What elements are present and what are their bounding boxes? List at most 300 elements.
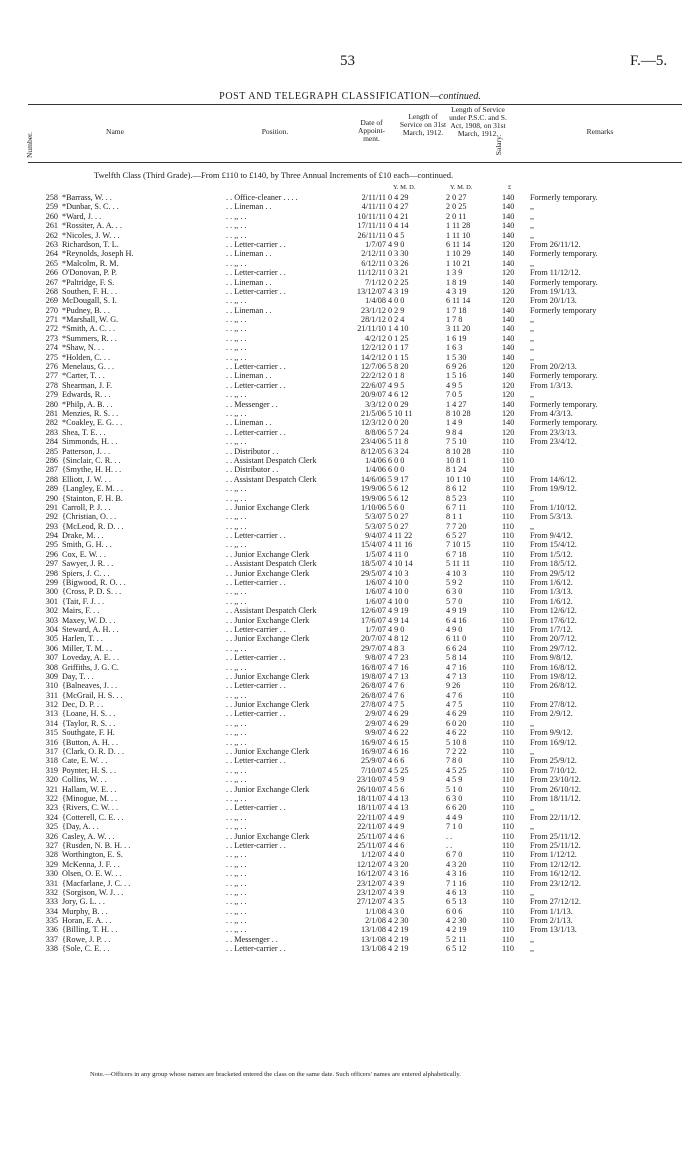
row-length-service: 4 3 9	[388, 878, 405, 888]
row-date: 23/1/12	[360, 305, 386, 315]
table-row	[0, 437, 700, 446]
row-length-act: . .	[446, 840, 453, 850]
row-remarks: From 23/3/13.	[530, 427, 577, 437]
row-position: . . ,, . .	[226, 737, 247, 747]
row-name: *Ward, J. . .	[62, 211, 102, 221]
table-row	[0, 587, 700, 596]
row-date: 17/11/11	[357, 221, 386, 231]
table-row	[0, 475, 700, 484]
row-length-act: 8 5 23	[446, 493, 467, 503]
table-row	[0, 841, 700, 850]
row-name: Smith, G. H. . .	[62, 540, 112, 550]
row-length-service: 5 9 17	[388, 474, 409, 484]
row-number: 308	[45, 662, 58, 672]
row-length-service: 5 6 12	[388, 484, 409, 494]
row-position: . . Letter-carrier . .	[226, 427, 286, 437]
row-name: {Rusden, N. B. H. . .	[62, 840, 131, 850]
row-position: . . Distributor . .	[226, 465, 279, 475]
row-date: 27/8/07	[360, 700, 386, 710]
row-length-act: 5 2 11	[446, 934, 467, 944]
row-length-act: 1 4 9	[446, 418, 463, 428]
row-salary: 140	[502, 202, 515, 212]
row-remarks: From 1/6/12.	[530, 596, 573, 606]
row-number: 324	[45, 812, 58, 822]
row-salary: 110	[502, 671, 514, 681]
row-position: . . ,, . .	[226, 333, 247, 343]
row-length-service: 4 10 0	[388, 596, 409, 606]
row-length-act: 4 4 9	[446, 812, 463, 822]
row-name: {Button, A. H. . .	[62, 737, 119, 747]
row-name: Mairs, F. . .	[62, 606, 100, 616]
row-number: 333	[45, 897, 58, 907]
row-salary: 110	[502, 831, 514, 841]
row-remarks: From 27/8/12.	[530, 700, 577, 710]
row-length-act: 6 7 0	[446, 850, 463, 860]
row-date: 16/12/07	[356, 869, 386, 879]
row-length-act: 1 11 28	[446, 221, 471, 231]
row-remarks: From 16/9/12.	[530, 737, 577, 747]
row-number: 273	[45, 333, 58, 343]
table-row	[0, 231, 700, 240]
row-name: Miller, T. M. . .	[62, 643, 113, 653]
row-length-service: 4 9 5	[388, 380, 405, 390]
table-row	[0, 494, 700, 503]
row-length-service: 4 2 19	[388, 925, 409, 935]
row-length-service: 4 3 20	[388, 859, 409, 869]
row-position: . . ,, . .	[226, 897, 247, 907]
row-length-service: 6 0 0	[388, 465, 405, 475]
row-name: Elliott, J. W. . .	[62, 474, 111, 484]
row-remarks: ,,	[530, 944, 535, 954]
row-remarks: From 20/1/13.	[530, 296, 577, 306]
row-length-act: 4 5 25	[446, 765, 467, 775]
row-length-act: 6 11 14	[446, 239, 471, 249]
row-name: Cate, E. W. . .	[62, 756, 108, 766]
row-salary: 110	[502, 737, 514, 747]
row-position: . . ,, . .	[226, 728, 247, 738]
row-date: 9/9/07	[365, 728, 386, 738]
table-row	[0, 803, 700, 812]
row-date: 12/2/12	[360, 343, 386, 353]
row-date: 25/9/07	[360, 756, 386, 766]
row-date: 5/3/07	[365, 512, 386, 522]
row-length-act: 7 7 20	[446, 521, 467, 531]
title-main: POST AND TELEGRAPH CLASSIFICATION	[219, 91, 431, 102]
row-position: . . Lineman . .	[226, 202, 272, 212]
row-length-service: 5 0 27	[388, 512, 409, 522]
row-remarks: From 27/12/12.	[530, 897, 581, 907]
row-position: . . ,, . .	[226, 324, 247, 334]
row-position: . . Junior Exchange Clerk	[226, 549, 310, 559]
row-name: Southen, F. H. . .	[62, 286, 118, 296]
row-remarks: ,,	[530, 324, 535, 334]
row-position: . . ,, . .	[226, 878, 247, 888]
row-salary: 110	[502, 484, 514, 494]
table-row	[0, 287, 700, 296]
row-date: 2/9/07	[365, 709, 386, 719]
row-length-service: 6 3 24	[388, 446, 409, 456]
row-remarks: From 23/4/12.	[530, 437, 577, 447]
table-row	[0, 822, 700, 831]
row-number: 297	[45, 559, 58, 569]
row-remarks: From 18/11/12.	[530, 794, 581, 803]
table-row	[0, 484, 700, 493]
row-name: Casley, A. W. . .	[62, 831, 115, 841]
row-salary: 120	[502, 380, 515, 390]
row-name: Patterson, J. . .	[62, 446, 110, 456]
row-remarks: ,,	[530, 822, 535, 832]
row-position: . . Distributor . .	[226, 446, 279, 456]
table-row	[0, 343, 700, 352]
row-length-service: 5 0 27	[388, 521, 409, 531]
row-date: 19/9/06	[360, 493, 386, 503]
row-name: Horan, E. A. . .	[62, 916, 112, 926]
row-name: Hallam, W. E. . .	[62, 784, 117, 794]
row-length-service: 0 2 4	[388, 315, 405, 325]
row-number: 320	[45, 775, 58, 785]
header-name: Name	[106, 127, 124, 136]
row-length-service: 4 7 13	[388, 671, 409, 681]
row-date: 12/12/07	[356, 859, 386, 869]
row-length-service: 5 11 8	[388, 437, 409, 447]
row-number: 284	[45, 437, 58, 447]
row-name: O'Donovan, P. P.	[62, 268, 117, 278]
row-length-service: 5 6 12	[388, 493, 409, 503]
header-salary: Salary.	[494, 134, 503, 156]
row-date: 23/12/07	[356, 878, 386, 888]
row-position: . . Letter-carrier . .	[226, 681, 286, 691]
row-date: 14/2/12	[360, 352, 386, 362]
row-name: *Marshall, W. G.	[62, 315, 119, 325]
row-salary: 110	[502, 465, 514, 475]
row-date: 16/9/07	[360, 737, 386, 747]
row-name: Spiers, J. C. . .	[62, 568, 110, 578]
row-date: 13/1/08	[360, 925, 386, 935]
table-row	[0, 597, 700, 606]
row-length-act: 6 9 26	[446, 362, 467, 372]
row-date: 25/11/07	[357, 831, 386, 841]
row-date: 13/1/08	[360, 944, 386, 954]
row-name: {Loane, H. S. . .	[62, 709, 116, 719]
row-length-service: 5 8 20	[388, 362, 409, 372]
row-length-act: 6 3 0	[446, 794, 463, 803]
row-remarks: Formerly temporary.	[530, 371, 598, 381]
page-title	[0, 91, 700, 102]
row-number: 329	[45, 859, 58, 869]
table-row	[0, 512, 700, 521]
row-position: . . Junior Exchange Clerk	[226, 502, 310, 512]
row-salary: 110	[502, 643, 514, 653]
row-length-service: 4 9 19	[388, 606, 409, 616]
row-position: . . ,, . .	[226, 211, 247, 221]
row-name: *Smith, A. C. . .	[62, 324, 116, 334]
table-row	[0, 775, 700, 784]
row-length-act: 1 8 19	[446, 277, 467, 287]
row-length-act: 6 11 14	[446, 296, 471, 306]
row-salary: 110	[502, 624, 514, 634]
row-date: 4/11/11	[361, 202, 386, 212]
row-date: 16/8/07	[360, 662, 386, 672]
row-date: 3/3/12	[365, 399, 386, 409]
row-name: Drake, M. . .	[62, 531, 104, 541]
row-name: {Langley, E. M. . .	[62, 484, 123, 494]
row-position: . . ,, . .	[226, 822, 247, 832]
row-remarks: From 1/3/13.	[530, 380, 573, 390]
row-remarks: From 9/8/12.	[530, 653, 573, 663]
row-salary: 140	[502, 333, 515, 343]
row-length-act: 8 6 12	[446, 484, 467, 494]
row-length-act: 6 6 24	[446, 643, 467, 653]
row-length-act: 8 1 24	[446, 465, 467, 475]
row-length-service: 0 4 5	[388, 230, 405, 240]
row-salary: 110	[502, 653, 514, 663]
row-remarks: From 5/3/13.	[530, 512, 573, 522]
row-position: . . Assistant Despatch Clerk	[226, 455, 317, 465]
row-number: 312	[45, 700, 58, 710]
row-number: 305	[45, 634, 58, 644]
row-remarks: From 23/12/12.	[530, 878, 581, 888]
row-position: . . Junior Exchange Clerk	[226, 615, 310, 625]
row-position: . . ,, . .	[226, 390, 247, 400]
row-name: Shearman, J. F.	[62, 380, 113, 390]
row-number: 294	[45, 531, 58, 541]
row-position: . . ,, . .	[226, 493, 247, 503]
row-date: 22/11/07	[357, 822, 386, 832]
row-length-act: 6 6 20	[446, 803, 467, 813]
table-row	[0, 315, 700, 324]
row-position: . . ,, . .	[226, 521, 247, 531]
row-position: . . Messenger . .	[226, 934, 278, 944]
table-row	[0, 531, 700, 540]
row-position: . . ,, . .	[226, 512, 247, 522]
row-length-act: 6 11 0	[446, 634, 467, 644]
row-length-service: 5 7 24	[388, 427, 409, 437]
row-date: 2/11/11	[361, 193, 386, 202]
row-number: 259	[45, 202, 58, 212]
row-length-service: 4 10 3	[388, 568, 409, 578]
row-remarks: From 15/4/12.	[530, 540, 577, 550]
table-row	[0, 362, 700, 371]
row-salary: 110	[502, 916, 514, 926]
row-salary: 140	[502, 193, 515, 202]
row-length-act: 1 5 16	[446, 371, 467, 381]
row-name: {Sole, C. E. . .	[62, 944, 110, 954]
row-salary: 140	[502, 211, 515, 221]
row-date: 27/12/07	[356, 897, 386, 907]
row-position: . . ,, . .	[226, 662, 247, 672]
row-remarks: From 29/7/12.	[530, 643, 577, 653]
row-salary: 110	[502, 869, 514, 879]
row-length-service: 4 5 9	[388, 775, 405, 785]
row-position: . . Letter-carrier . .	[226, 380, 286, 390]
row-length-service: 4 6 16	[388, 747, 409, 757]
row-date: 4/2/12	[365, 333, 386, 343]
row-date: 1/12/07	[360, 850, 386, 860]
row-length-service: 0 4 29	[388, 193, 409, 202]
row-position: . . Letter-carrier . .	[226, 653, 286, 663]
row-length-service: 4 10 0	[388, 587, 409, 597]
row-length-service: 4 3 9	[388, 887, 405, 897]
row-name: {Cross, P. D. S. . .	[62, 587, 122, 597]
row-length-act: 2 0 25	[446, 202, 467, 212]
row-length-act: 7 1 0	[446, 822, 463, 832]
row-number: 288	[45, 474, 58, 484]
row-remarks: From 25/9/12.	[530, 756, 577, 766]
row-length-service: 0 1 15	[388, 352, 409, 362]
row-length-act: 4 7 16	[446, 662, 467, 672]
row-salary: 120	[502, 296, 515, 306]
table-row	[0, 794, 700, 803]
row-number: 269	[45, 296, 58, 306]
row-position: . . ,, . .	[226, 484, 247, 494]
header-length-under-act: Length of Service under P.S.C. and S. Act, 1908, on 31st March, 1912.	[449, 105, 507, 138]
row-date: 17/6/07	[360, 615, 386, 625]
row-remarks: ,,	[530, 803, 535, 813]
table-row	[0, 371, 700, 380]
row-length-service: 0 1 25	[388, 333, 409, 343]
row-number: 321	[45, 784, 58, 794]
row-number: 291	[45, 502, 58, 512]
row-number: 313	[45, 709, 58, 719]
row-name: Cox, E. W. . .	[62, 549, 106, 559]
page-number: 53	[340, 53, 355, 69]
footnote: Note.—Officers in any group whose names are bracketed entered the class on the same date. Such officers' names are entered alphabetically.	[90, 1071, 461, 1078]
row-position: . . Letter-carrier . .	[226, 239, 286, 249]
row-remarks: ,,	[530, 343, 535, 353]
row-remarks: Formerly temporary.	[530, 193, 598, 202]
row-position: . . Office-cleaner . . . .	[226, 193, 298, 202]
table-row	[0, 202, 700, 211]
row-date: 1/7/07	[365, 624, 386, 634]
row-date: 26/8/07	[360, 681, 386, 691]
row-position: . . Junior Exchange Clerk	[226, 634, 310, 644]
row-position: . . ,, . .	[226, 587, 247, 597]
row-date: 1/5/07	[365, 549, 386, 559]
row-length-act: 6 5 13	[446, 897, 467, 907]
row-remarks: ,,	[530, 333, 535, 343]
row-salary: 110	[502, 906, 514, 916]
row-salary: 120	[502, 268, 515, 278]
row-remarks: From 18/5/12.	[530, 559, 577, 569]
row-salary: 110	[502, 474, 514, 484]
row-name: {Taylor, R. S. . .	[62, 718, 116, 728]
row-number: 274	[45, 343, 58, 353]
row-salary: 140	[502, 418, 515, 428]
row-date: 23/4/06	[360, 437, 386, 447]
row-position: . . ,, . .	[226, 906, 247, 916]
row-salary: 140	[502, 230, 515, 240]
row-position: . . ,, . .	[226, 916, 247, 926]
row-number: 303	[45, 615, 58, 625]
row-position: . . ,, . .	[226, 794, 247, 803]
row-number: 283	[45, 427, 58, 437]
row-date: 1/4/06	[365, 455, 386, 465]
row-number: 265	[45, 258, 58, 268]
table-row	[0, 212, 700, 221]
row-position: . . Junior Exchange Clerk	[226, 784, 310, 794]
table-row	[0, 785, 700, 794]
table-row	[0, 888, 700, 897]
row-length-service: 4 4 13	[388, 803, 409, 813]
table-row	[0, 240, 700, 249]
row-number: 307	[45, 653, 58, 663]
row-length-service: 4 4 9	[388, 812, 405, 822]
row-length-service: 0 0 29	[388, 399, 409, 409]
row-remarks: From 22/11/12.	[530, 812, 581, 822]
row-position: . . Junior Exchange Clerk	[226, 700, 310, 710]
row-remarks: ,,	[530, 493, 535, 503]
row-salary: 110	[502, 840, 514, 850]
row-date: 1/6/07	[365, 578, 386, 588]
row-salary: 140	[502, 315, 515, 325]
row-name: McKenna, J. F. . .	[62, 859, 120, 869]
table-row	[0, 634, 700, 643]
table-row	[0, 409, 700, 418]
row-name: *Shaw, N. . .	[62, 343, 104, 353]
row-number: 304	[45, 624, 58, 634]
units-salary: £	[508, 184, 512, 191]
row-date: 9/8/07	[365, 653, 386, 663]
table-row	[0, 428, 700, 437]
header-top-rule	[28, 104, 682, 105]
row-position: . . ,, . .	[226, 296, 247, 306]
row-length-service: 0 1 17	[388, 343, 409, 353]
row-remarks: From 1/6/12.	[530, 578, 573, 588]
row-position: . . Letter-carrier . .	[226, 840, 286, 850]
row-position: . . ,, . .	[226, 315, 247, 325]
header-position: Position.	[261, 127, 289, 136]
row-length-service: 4 3 16	[388, 869, 409, 879]
row-length-act: 4 6 29	[446, 709, 467, 719]
table-row	[0, 193, 700, 202]
row-date: 6/12/11	[361, 258, 386, 268]
row-remarks: From 2/9/12.	[530, 709, 573, 719]
row-name: Harlen, T. . .	[62, 634, 103, 644]
row-remarks: From 13/1/13.	[530, 925, 577, 935]
table-row	[0, 728, 700, 737]
row-length-act: 8 10 28	[446, 408, 471, 418]
row-name: {McGrail, H. S. . .	[62, 690, 123, 700]
row-remarks: From 1/12/12.	[530, 850, 577, 860]
row-length-act: 5 1 0	[446, 784, 463, 794]
table-row	[0, 879, 700, 888]
table-row	[0, 925, 700, 934]
row-length-act: 1 7 18	[446, 305, 467, 315]
row-name: {Stainton, F. H. B.	[62, 493, 123, 503]
row-position: . . ,, . .	[226, 408, 247, 418]
row-remarks: From 16/8/12.	[530, 662, 577, 672]
row-number: 286	[45, 455, 58, 465]
row-length-act: 10 1 10	[446, 474, 471, 484]
row-salary: 140	[502, 371, 515, 381]
row-position: . . ,, . .	[226, 887, 247, 897]
row-name: Worthington, E. S.	[62, 850, 123, 860]
row-number: 337	[45, 934, 58, 944]
row-number: 289	[45, 484, 58, 494]
table-row	[0, 390, 700, 399]
row-remarks: From 7/10/12.	[530, 765, 577, 775]
row-remarks: From 12/12/12.	[530, 859, 581, 869]
row-name: Jory, G. L. . .	[62, 897, 105, 907]
row-length-act: 1 10 21	[446, 258, 471, 268]
table-row	[0, 756, 700, 765]
row-length-act: 6 3 0	[446, 587, 463, 597]
row-length-service: 0 3 21	[388, 268, 409, 278]
row-name: *Summers, R. . .	[62, 333, 117, 343]
row-length-service: 4 11 22	[388, 531, 413, 541]
table-row	[0, 353, 700, 362]
row-length-act: 4 2 19	[446, 925, 467, 935]
